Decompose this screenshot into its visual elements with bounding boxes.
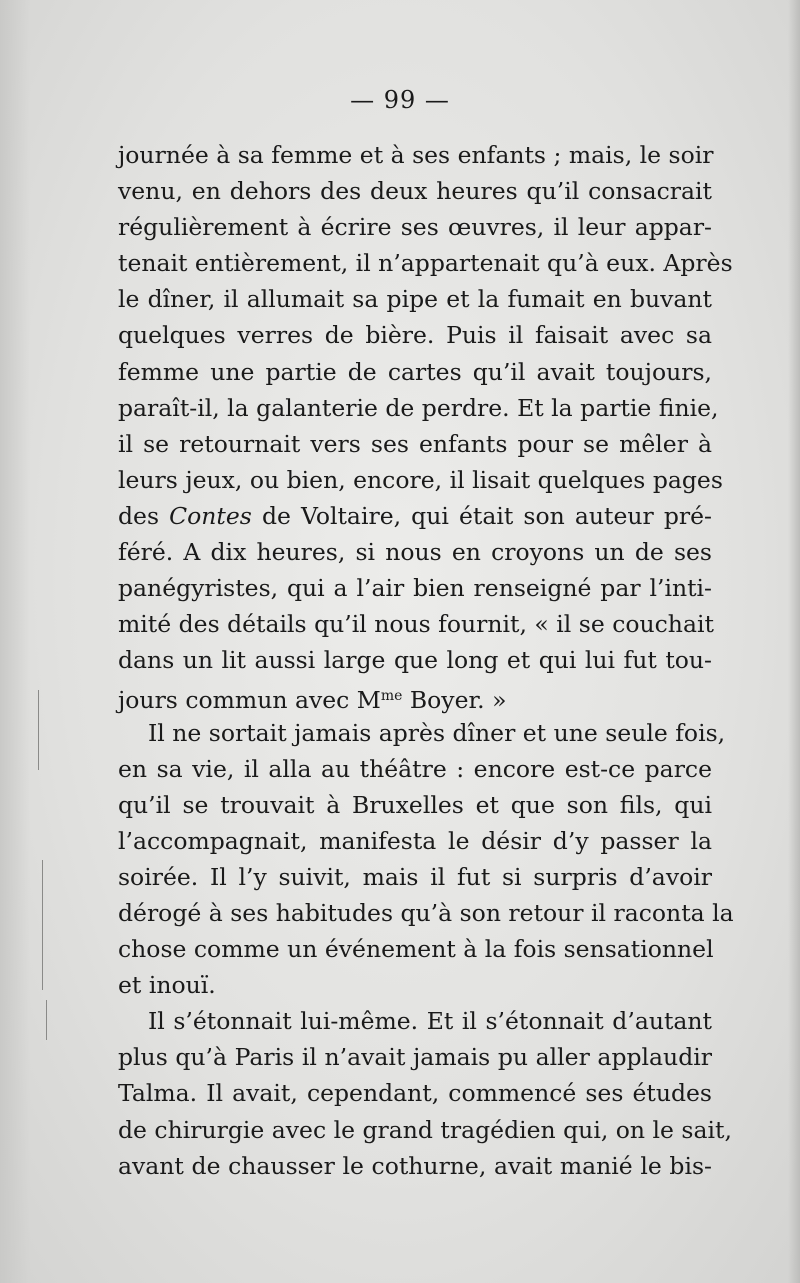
text-line: panégyristes, qui a l’air bien renseigné par l’inti- xyxy=(118,574,712,603)
text-line: paraît-il, la galanterie de perdre. Et la partie finie, xyxy=(118,393,719,422)
text-line: qu’il se trouvait à Bruxelles et que son fils, qui xyxy=(118,790,712,819)
scan-artifact xyxy=(46,1000,47,1040)
text-line: venu, en dehors des deux heures qu’il consacrait xyxy=(118,177,712,206)
text-line: mité des détails qu’il nous fournit, « il se couchait xyxy=(118,610,714,639)
text-segment: des xyxy=(118,501,170,530)
text-line: avant de chausser le cothurne, avait manié le bis- xyxy=(118,1151,712,1180)
text-line: l’accompagnait, manifesta le désir d’y passer la xyxy=(118,826,712,855)
text-line: dans un lit aussi large que long et qui lui fut tou- xyxy=(118,646,712,675)
text-line xyxy=(118,678,712,714)
text-line: et inouï. xyxy=(118,971,216,1000)
text-line: régulièrement à écrire ses œuvres, il leur appar- xyxy=(118,213,712,242)
text-line: féré. A dix heures, si nous en croyons un de ses xyxy=(118,538,712,567)
text-line: dérogé à ses habitudes qu’à son retour il raconta la xyxy=(118,898,734,927)
text-line: quelques verres de bière. Puis il faisait avec sa xyxy=(118,321,712,350)
text-line: leurs jeux, ou bien, encore, il lisait quelques pages xyxy=(118,465,723,494)
text-line: de chirurgie avec le grand tragédien qui, on le sait, xyxy=(118,1115,732,1144)
text-line: chose comme un événement à la fois sensationnel xyxy=(118,935,714,964)
superscript: me xyxy=(380,688,403,705)
page-gutter-shadow xyxy=(0,0,30,1283)
text-line: femme une partie de cartes qu’il avait toujours, xyxy=(118,357,712,386)
text-line: le dîner, il allumait sa pipe et la fumait en buvant xyxy=(118,285,712,314)
text-line: Talma. Il avait, cependant, commencé ses études xyxy=(118,1079,712,1108)
text-segment: Boyer. » xyxy=(402,686,507,715)
text-line: en sa vie, il alla au théâtre : encore est-ce parce xyxy=(118,754,712,783)
text-line xyxy=(118,498,712,534)
scan-artifact xyxy=(38,690,39,770)
italic-title: Contes xyxy=(169,501,252,530)
text-line: il se retournait vers ses enfants pour se mêler à xyxy=(118,429,712,458)
page-number: — 99 — xyxy=(350,86,450,114)
scan-artifact xyxy=(42,860,43,990)
text-segment: jours commun avec M xyxy=(118,686,381,715)
body-text xyxy=(118,137,734,1184)
page-edge-shadow xyxy=(788,0,800,1283)
text-line: journée à sa femme et à ses enfants ; mais, le soir xyxy=(118,141,714,169)
text-line: Il ne sortait jamais après dîner et une seule fois, xyxy=(148,718,726,747)
text-line: tenait entièrement, il n’appartenait qu’à eux. Après xyxy=(118,249,733,278)
text-line: soirée. Il l’y suivit, mais il fut si surpris d’avoir xyxy=(118,862,712,891)
text-line: Il s’étonnait lui-même. Et il s’étonnait d’autant xyxy=(148,1007,712,1036)
text-line: plus qu’à Paris il n’avait jamais pu aller applaudir xyxy=(118,1043,712,1072)
text-segment: de Voltaire, qui était son auteur pré- xyxy=(251,501,712,530)
